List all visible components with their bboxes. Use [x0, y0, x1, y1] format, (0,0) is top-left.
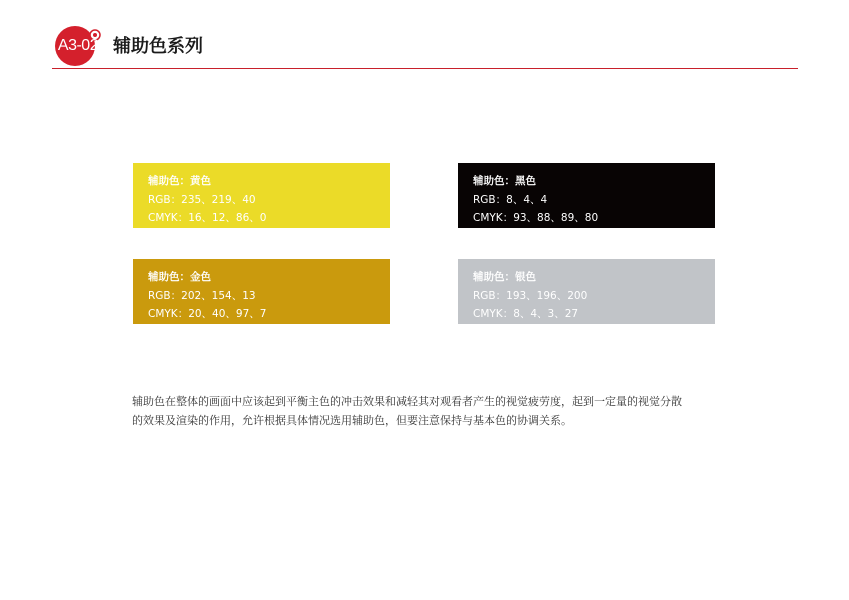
- description-paragraph: [132, 392, 732, 430]
- swatch-gold: [133, 259, 390, 324]
- swatch-cmyk: CMYK：20、40、97、7: [148, 308, 267, 320]
- swatch-silver: [458, 259, 715, 324]
- swatch-cmyk: CMYK：8、4、3、27: [473, 308, 579, 320]
- swatch-name: 辅助色：金色: [148, 271, 211, 283]
- description-line: 辅助色在整体的画面中应该起到平衡主色的冲击效果和减轻其对观看者产生的视觉疲劳度，起到一定量的视觉分散: [132, 395, 682, 408]
- swatch-cmyk: CMYK：93、88、89、80: [473, 212, 599, 224]
- swatch-name: 辅助色：黑色: [473, 175, 536, 187]
- swatch-rgb: RGB：202、154、13: [148, 289, 256, 302]
- section-badge: [52, 25, 102, 67]
- swatch-rgb: RGB：8、4、4: [473, 193, 548, 206]
- header-divider: [52, 68, 798, 69]
- swatch-rgb: RGB：235、219、40: [148, 193, 256, 206]
- swatch-yellow: [133, 163, 390, 228]
- swatch-cmyk: CMYK：16、12、86、0: [148, 212, 267, 224]
- swatch-name: 辅助色：银色: [473, 271, 536, 283]
- badge-label: A3-02: [57, 37, 99, 54]
- description-line: 的效果及渲染的作用，允许根据具体情况选用辅助色，但要注意保持与基本色的协调关系。: [132, 414, 572, 427]
- swatch-name: 辅助色：黄色: [148, 175, 211, 187]
- swatch-rgb: RGB：193、196、200: [473, 289, 588, 302]
- swatch-black: [458, 163, 715, 228]
- page-title: 辅助色系列: [113, 36, 203, 57]
